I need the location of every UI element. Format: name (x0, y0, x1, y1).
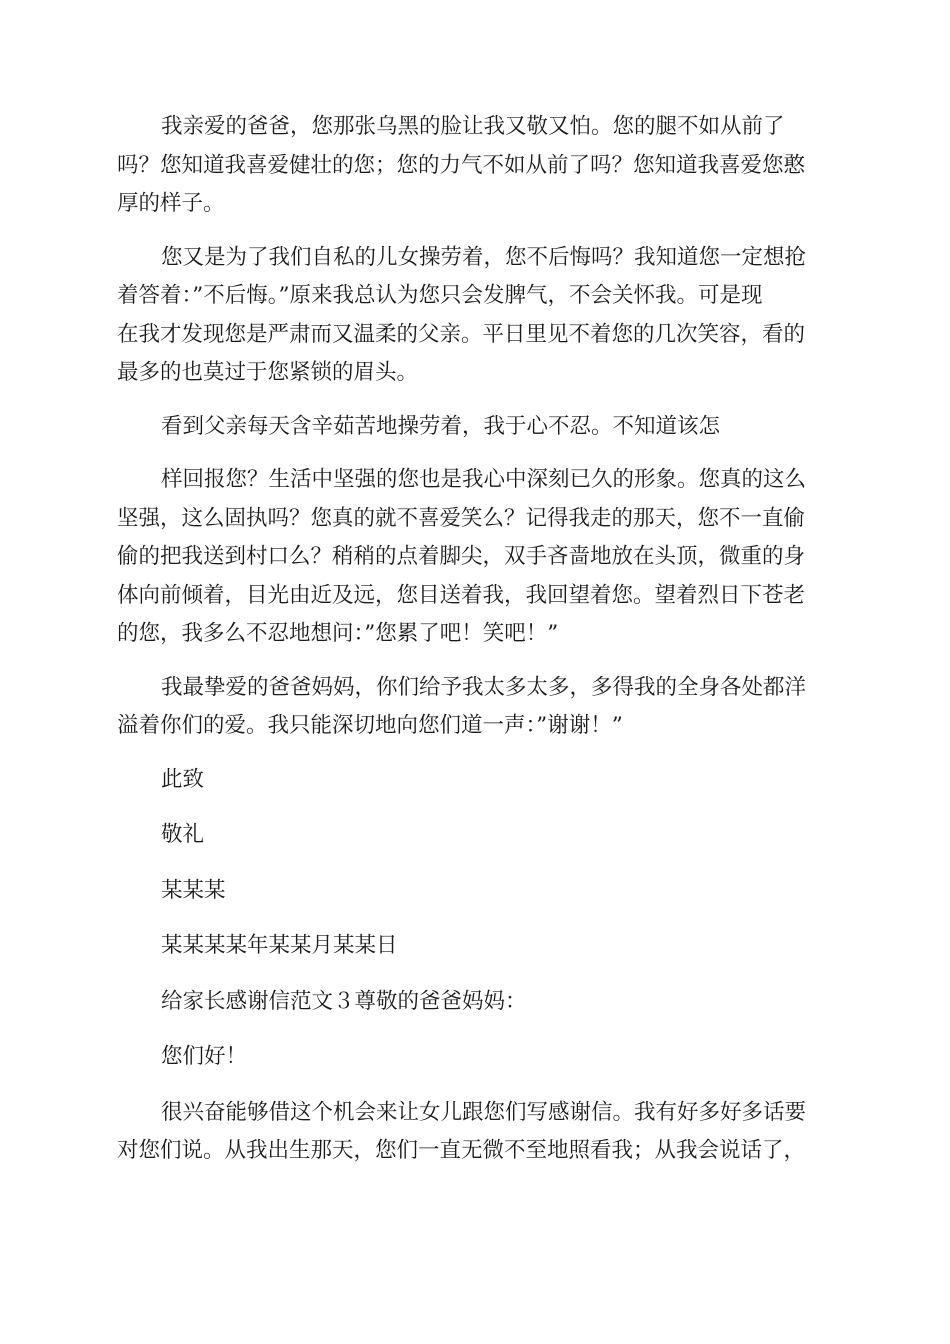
text-line: 着答着：”不后悔。”原来我总认为您只会发脾气，不会关怀我。可是现 (117, 283, 763, 308)
paragraph-1 (117, 108, 835, 224)
text-line: 体向前倾着，目光由近及远，您目送着我，我回望着您。望着烈日下苍老 (117, 582, 806, 608)
closing-salutation-1: 此致 (161, 766, 205, 792)
text-line: 吗？您知道我喜爱健壮的您；您的力气不如从前了吗？您知道我喜爱您憨 (117, 152, 806, 178)
paragraph-5 (117, 669, 835, 746)
text-line: 厚的样子。 (117, 191, 225, 216)
text-line: 对您们说。从我出生那天，您们一直无微不至地照看我；从我会说话了， (117, 1138, 806, 1163)
text-line: 您又是为了我们自私的儿女操劳着，您不后悔吗？我知道您一定想抢 (161, 244, 807, 270)
next-letter-greeting: 您们好！ (161, 1044, 248, 1069)
text-line: 坚强，这么固执吗？您真的就不喜爱笑么？记得我走的那天，您不一直偷 (117, 505, 806, 531)
closing-signature: 某某某 (161, 877, 226, 903)
text-line: 偷的把我送到村口么？稍稍的点着脚尖，双手吝啬地放在头顶，微重的身 (117, 544, 806, 569)
document-page (117, 108, 835, 1186)
text-line: 很兴奋能够借这个机会来让女儿跟您们写感谢信。我有好多好多话要 (161, 1099, 807, 1125)
paragraph-4 (117, 461, 835, 654)
text-line: 我最挚爱的爸爸妈妈，你们给予我太多太多，多得我的全身各处都洋 (161, 674, 807, 700)
text-line: 在我才发现您是严肃而又温柔的父亲。平日里见不着您的几次笑容，看的 (117, 321, 806, 347)
next-letter-heading: 给家长感谢信范文３尊敬的爸爸妈妈： (161, 988, 527, 1014)
paragraph-3 (117, 408, 835, 447)
text-line: 的您，我多么不忍地想问：”您累了吧！笑吧！” (117, 621, 559, 646)
closing-salutation-2: 敬礼 (161, 822, 205, 847)
next-letter-paragraph (117, 1094, 835, 1171)
text-line: 样回报您？生活中坚强的您也是我心中深刻已久的形象。您真的这么 (161, 467, 807, 492)
closing-date: 某某某某年某某月某某日 (161, 933, 398, 958)
text-line: 最多的也莫过于您紧锁的眉头。 (117, 360, 419, 385)
text-line: 溢着你们的爱。我只能深切地向您们道一声：”谢谢！” (117, 713, 623, 738)
text-line: 我亲爱的爸爸，您那张乌黑的脸让我又敬又怕。您的腿不如从前了 (161, 114, 785, 139)
text-line: 看到父亲每天含辛茹苦地操劳着，我于心不忍。不知道该怎 (161, 413, 721, 439)
paragraph-2 (117, 239, 835, 393)
